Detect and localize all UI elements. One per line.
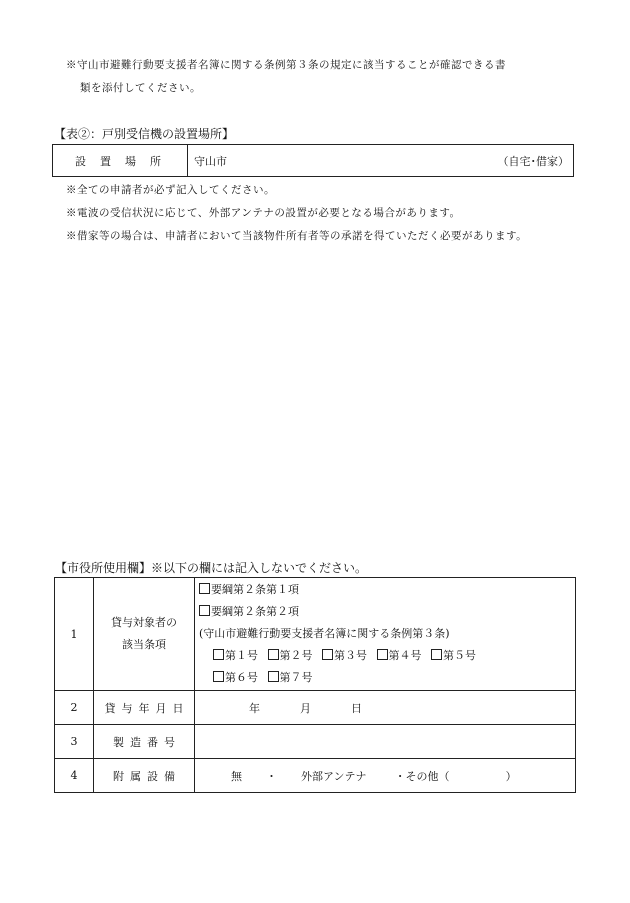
item-label-line2: 該当条項 — [122, 638, 166, 651]
option-item[interactable] — [377, 649, 422, 662]
housing-type-options: （自宅･借家） — [497, 154, 569, 168]
checkbox[interactable] — [322, 649, 333, 660]
row-number: 3 — [55, 725, 94, 759]
option-label: 第５号 — [443, 649, 476, 662]
option-label: 第６号 — [225, 671, 258, 684]
loan-date-field[interactable] — [195, 691, 576, 725]
row-item-label: 附属設備 — [94, 759, 195, 793]
clause-label-1: 要綱第２条第１項 — [211, 583, 299, 596]
ordinance-options-a — [199, 645, 575, 667]
option-item[interactable] — [213, 649, 258, 662]
year-label: 年 — [249, 701, 260, 715]
intro-note-line2: 類を添付してください。 — [80, 82, 201, 94]
table2-heading: 【表②：戸別受信機の設置場所】 — [54, 127, 235, 141]
option-item[interactable] — [268, 671, 313, 684]
checkbox[interactable] — [268, 671, 279, 682]
option-item[interactable] — [268, 649, 313, 662]
ordinance-reference: (守山市避難行動要支援者名簿に関する条例第３条) — [199, 627, 450, 640]
checkbox[interactable] — [268, 649, 279, 660]
row-number: 1 — [55, 578, 94, 691]
row-item-label: 貸与年月日 — [94, 691, 195, 725]
option-label: 第４号 — [388, 649, 422, 662]
clause-check-2[interactable] — [199, 601, 575, 623]
checkbox[interactable] — [431, 649, 442, 660]
accessory-antenna[interactable]: 外部アンテナ — [301, 769, 367, 783]
table-row — [55, 759, 576, 793]
note-antenna: ※電波の受信状況に応じて、外部アンテナの設置が必要となる場合があります。 — [66, 207, 461, 219]
installation-location-table — [52, 144, 574, 177]
eligibility-clause-cell — [195, 578, 576, 691]
note-required: ※全ての申請者が必ず記入してください。 — [66, 184, 275, 196]
row-number: 2 — [55, 691, 94, 725]
row-number: 4 — [55, 759, 94, 793]
row-item-label — [94, 578, 195, 691]
separator-dot: ・ — [266, 769, 277, 783]
checkbox[interactable] — [213, 671, 224, 682]
office-use-table — [54, 577, 576, 793]
option-label: 第３号 — [334, 649, 367, 662]
accessory-other-close: ） — [505, 769, 517, 783]
checkbox[interactable] — [199, 605, 210, 616]
installation-location-field[interactable] — [188, 145, 574, 177]
option-item[interactable] — [322, 649, 367, 662]
option-label: 第７号 — [279, 671, 313, 684]
row-item-label: 製造番号 — [94, 725, 195, 759]
table-row — [55, 578, 576, 691]
option-label: 第２号 — [279, 649, 313, 662]
option-item[interactable] — [213, 671, 258, 684]
table-row — [55, 725, 576, 759]
accessory-other[interactable]: ・その他（ — [394, 769, 450, 783]
ordinance-options-b — [199, 667, 575, 689]
month-label: 月 — [300, 701, 311, 715]
item-label-line1: 貸与対象者の — [111, 616, 177, 629]
checkbox[interactable] — [213, 649, 224, 660]
serial-number-field[interactable] — [195, 725, 576, 759]
checkbox[interactable] — [199, 583, 210, 594]
office-use-heading: 【市役所使用欄】※以下の欄には記入しないでください。 — [55, 561, 368, 575]
installation-location-label: 設置場所 — [53, 145, 188, 177]
intro-note-line1: ※守山市避難行動要支援者名簿に関する条例第３条の規定に該当することが確認できる書 — [66, 59, 506, 71]
option-item[interactable] — [431, 649, 476, 662]
clause-check-1[interactable] — [199, 579, 575, 601]
accessory-none[interactable]: 無 — [231, 769, 242, 783]
note-rental: ※借家等の場合は、申請者において当該物件所有者等の承諾を得ていただく必要があります。 — [66, 230, 528, 242]
clause-label-2: 要綱第２条第２項 — [211, 605, 299, 618]
option-label: 第１号 — [225, 649, 258, 662]
table-row — [55, 691, 576, 725]
installation-location-value: 守山市 — [194, 154, 227, 168]
checkbox[interactable] — [377, 649, 388, 660]
accessory-options[interactable] — [195, 759, 576, 793]
day-label: 日 — [351, 701, 362, 715]
